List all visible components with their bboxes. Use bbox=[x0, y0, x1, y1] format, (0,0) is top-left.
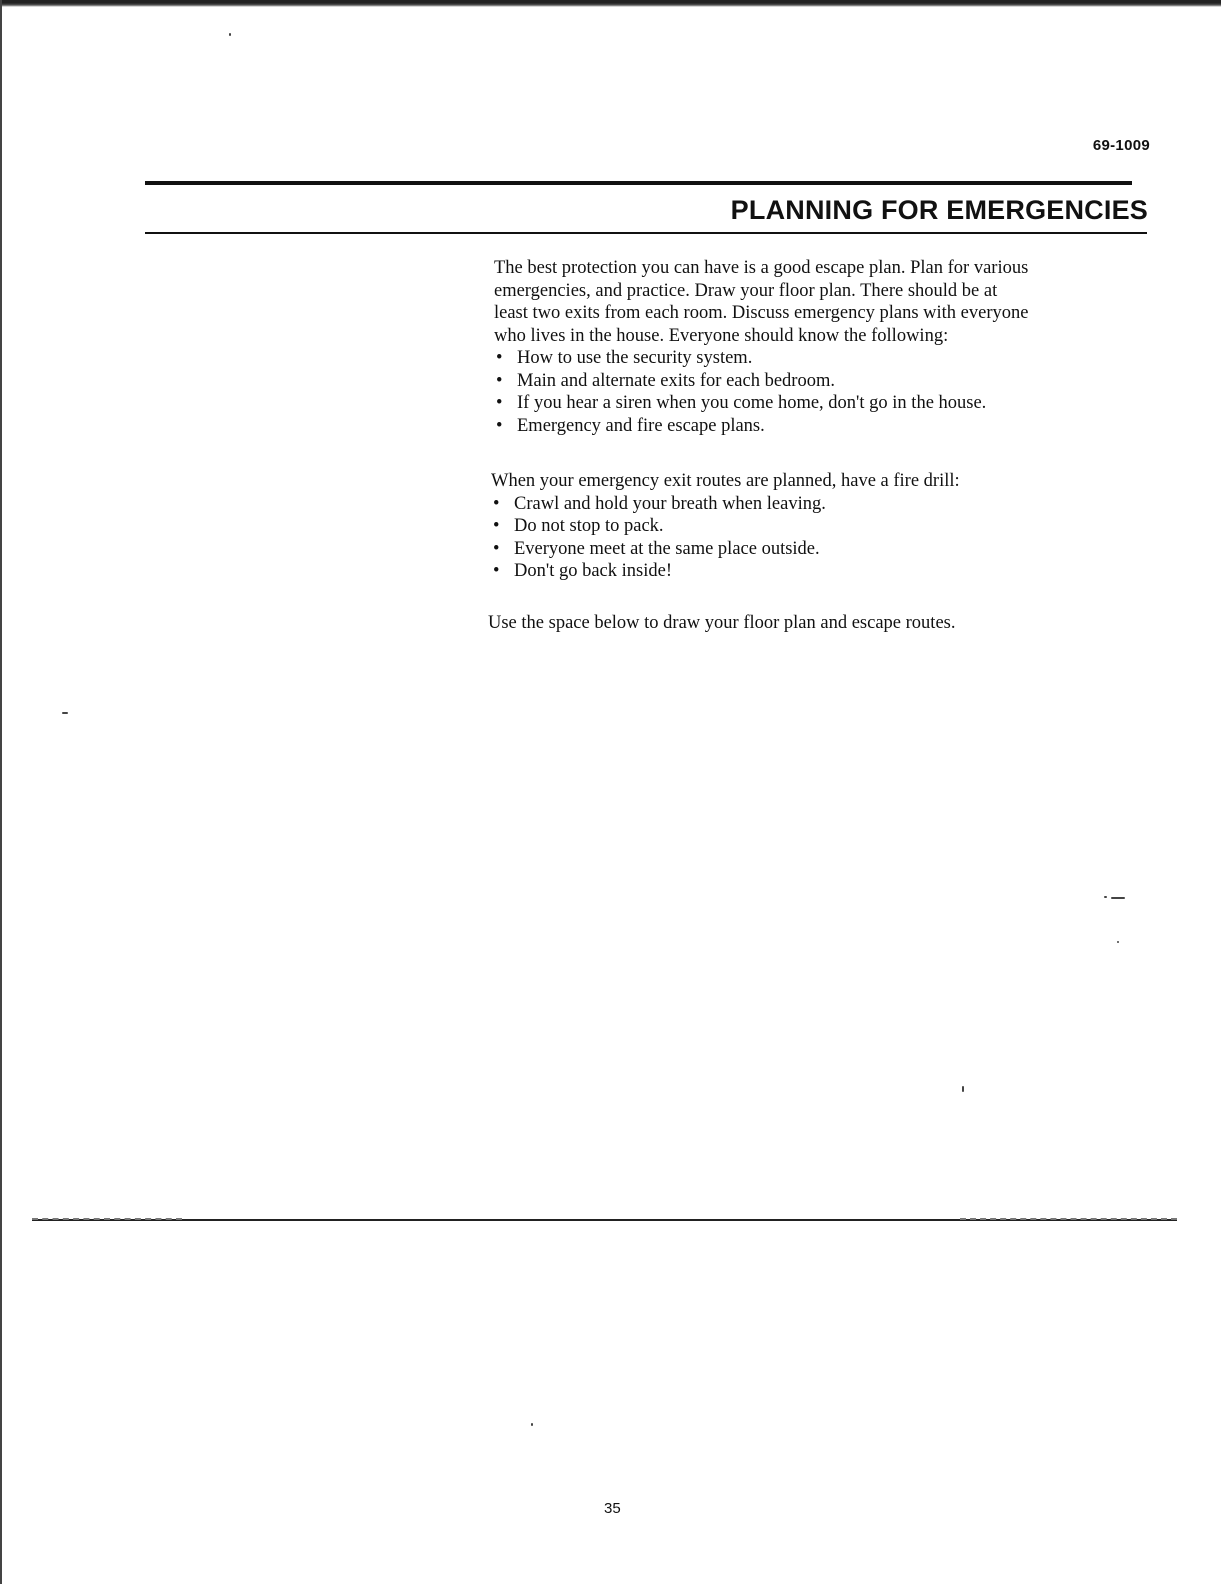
scan-speck bbox=[1104, 896, 1107, 898]
bullet-icon: • bbox=[493, 561, 500, 581]
scan-speck bbox=[1117, 941, 1119, 943]
list-item-text: Crawl and hold your breath when leaving. bbox=[514, 493, 826, 514]
scan-top-edge bbox=[0, 0, 1221, 7]
intro-section bbox=[494, 257, 1154, 437]
page-title: PLANNING FOR EMERGENCIES bbox=[730, 195, 1148, 225]
list-item bbox=[491, 560, 1151, 583]
bullet-icon: • bbox=[493, 516, 500, 536]
header-rule-thick bbox=[145, 181, 1132, 185]
drawing-instructions bbox=[488, 612, 1148, 635]
knowledge-list bbox=[494, 347, 1154, 437]
intro-line: emergencies, and practice. Draw your floor plan. There should be at bbox=[494, 280, 998, 301]
list-item-text: How to use the security system. bbox=[517, 348, 753, 368]
scan-dash-right bbox=[960, 1218, 1177, 1220]
fire-drill-section bbox=[491, 470, 1151, 583]
list-item bbox=[491, 515, 1151, 538]
list-item-text: If you hear a siren when you come home, don't go in the house. bbox=[517, 393, 987, 413]
scan-speck bbox=[531, 1423, 533, 1426]
bullet-icon: • bbox=[493, 493, 500, 514]
bullet-icon: • bbox=[496, 370, 503, 391]
fire-drill-lead: When your emergency exit routes are planned, have a fire drill: bbox=[491, 471, 960, 491]
scan-speck bbox=[62, 712, 68, 714]
list-item bbox=[494, 347, 1154, 370]
list-item-text: Emergency and fire escape plans. bbox=[517, 415, 765, 436]
intro-line: The best protection you can have is a good escape plan. Plan for various bbox=[494, 258, 1029, 278]
list-item bbox=[491, 538, 1151, 561]
scan-left-edge bbox=[0, 0, 2, 1584]
list-item bbox=[494, 392, 1154, 415]
scan-dash-left bbox=[32, 1218, 182, 1220]
bullet-icon: • bbox=[496, 415, 503, 436]
scan-speck bbox=[229, 33, 231, 36]
list-item-text: Everyone meet at the same place outside. bbox=[514, 538, 820, 559]
fire-drill-list bbox=[491, 493, 1151, 583]
bullet-icon: • bbox=[496, 348, 503, 368]
intro-line: who lives in the house. Everyone should know the following: bbox=[494, 325, 949, 346]
list-item-text: Main and alternate exits for each bedroom. bbox=[517, 370, 835, 391]
scan-speck bbox=[962, 1086, 964, 1092]
intro-line: least two exits from each room. Discuss emergency plans with everyone bbox=[494, 303, 1029, 323]
document-number: 69-1009 bbox=[1092, 137, 1150, 154]
bullet-icon: • bbox=[493, 538, 500, 559]
page-number: 35 bbox=[604, 1500, 621, 1517]
list-item bbox=[494, 370, 1154, 393]
list-item-text: Don't go back inside! bbox=[514, 561, 672, 581]
list-item bbox=[494, 415, 1154, 438]
bullet-icon: • bbox=[496, 393, 503, 413]
drawing-instructions-text: Use the space below to draw your floor plan and escape routes. bbox=[488, 613, 956, 633]
list-item bbox=[491, 493, 1151, 516]
list-item-text: Do not stop to pack. bbox=[514, 516, 664, 536]
scan-speck bbox=[1111, 897, 1125, 899]
header-rule-thin bbox=[145, 232, 1147, 234]
